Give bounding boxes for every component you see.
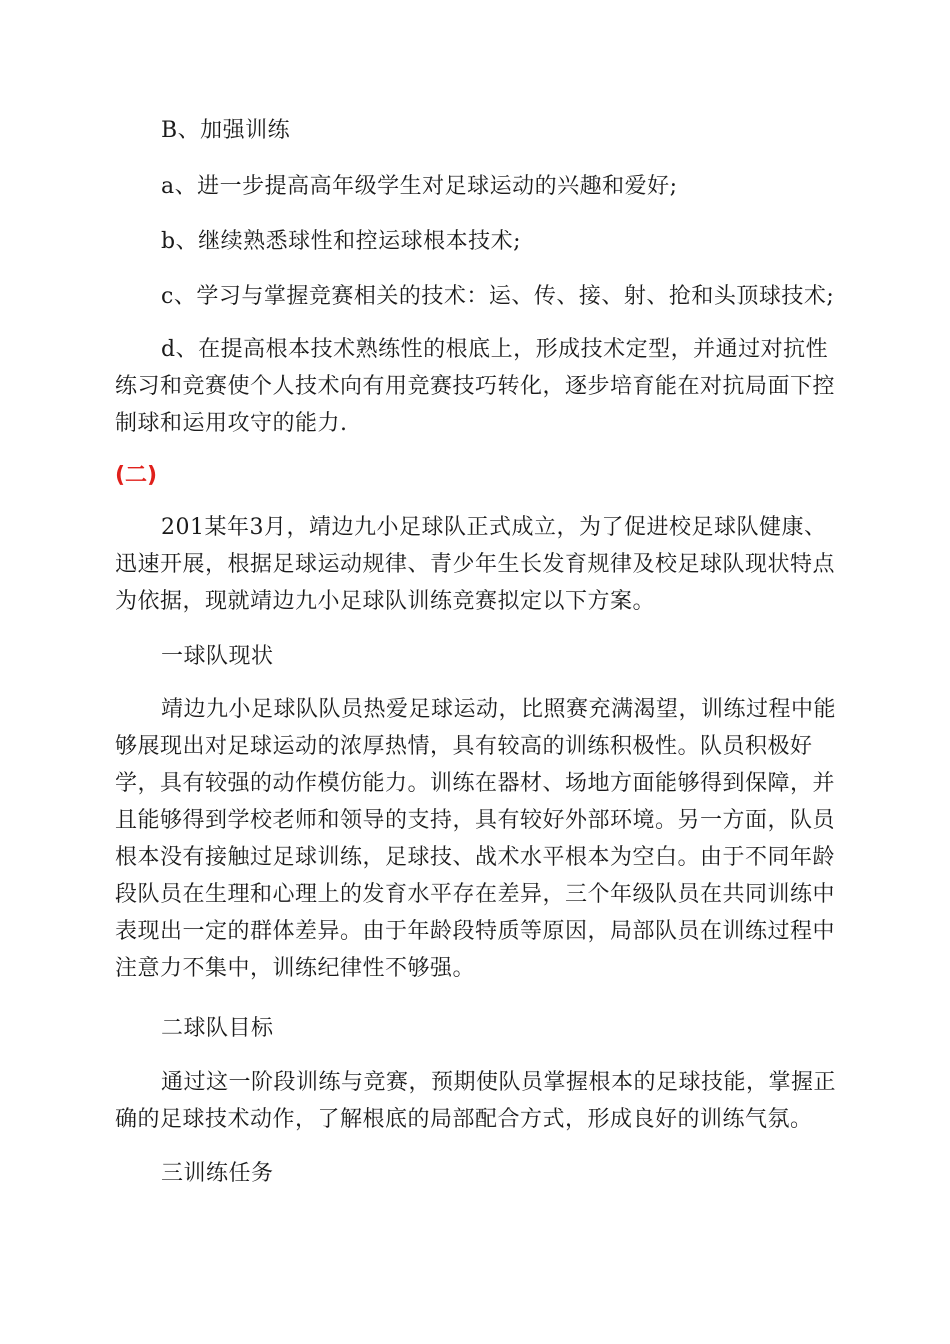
heading-team-goals: 二球队目标 [161, 1016, 274, 1041]
intro-paragraph: 201某年3月，靖边九小足球队正式成立，为了促进校足球队健康、迅速开展，根据足球运动规律、青少年生长发育规律及校足球队现状特点为依据，现就靖边九小足球队训练竞赛拟定以下方案。 [115, 515, 836, 614]
item-b-ball-control: b、继续熟悉球性和控运球根本技术; [161, 229, 521, 254]
item-a-interest: a、进一步提高高年级学生对足球运动的兴趣和爱好; [161, 174, 678, 199]
heading-training-tasks: 三训练任务 [161, 1161, 274, 1186]
item-c-match-techniques: c、学习与掌握竞赛相关的技术：运、传、接、射、抢和头顶球技术; [161, 284, 835, 309]
team-status-paragraph: 靖边九小足球队队员热爱足球运动，比照赛充满渴望，训练过程中能够展现出对足球运动的浓厚热情，具有较高的训练积极性。队员积极好学，具有较强的动作模仿能力。训练在器材、场地方面能够得到保障，并且能够得到学校老师和领导的支持，具有较好外部环境。另一方面，队员根本没有接触过足球训练，足球技、战术水平根本为空白。由于不同年龄段队员在生理和心理上的发育水平存在差异，三个年级队员在共同训练中表现出一定的群体差异。由于年龄段特质等原因，局部队员在训练过程中注意力不集中，训练纪律性不够强。 [115, 697, 837, 981]
team-goals-paragraph: 通过这一阶段训练与竞赛，预期使队员掌握根本的足球技能，掌握正确的足球技术动作，了解根底的局部配合方式，形成良好的训练气氛。 [115, 1070, 837, 1132]
heading-team-status: 一球队现状 [161, 644, 274, 669]
item-b-strengthen-training: B、加强训练 [161, 118, 291, 143]
item-d-technique-transfer: d、在提高根本技术熟练性的根底上，形成技术定型，并通过对抗性练习和竞赛使个人技术向有用竞赛技巧转化，逐步培育能在对抗局面下控制球和运用攻守的能力. [115, 337, 836, 436]
section-heading-two: (二) [115, 463, 158, 488]
